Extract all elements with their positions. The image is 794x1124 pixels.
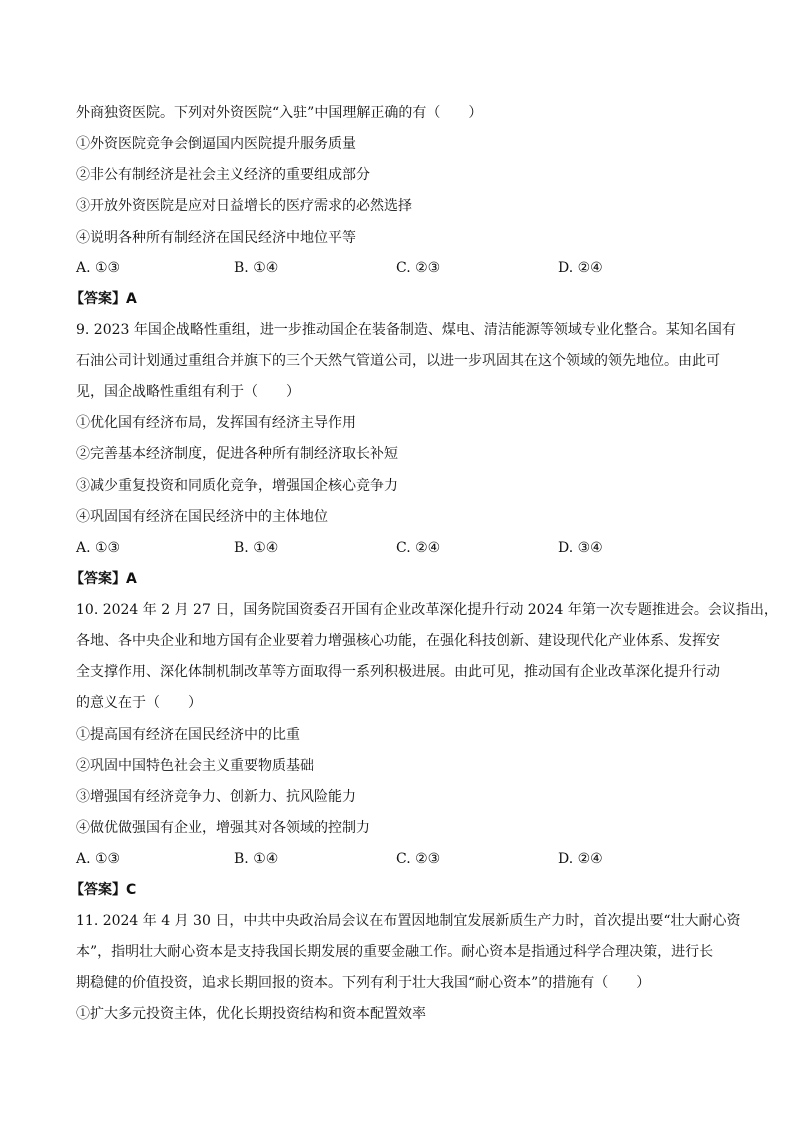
q9-stem-line-3: 见，国企战略性重组有利于（ ） <box>76 384 300 400</box>
q11-stem-line-1: 11. 2024 年 4 月 30 日，中共中央政治局会议在布置因地制宜发展新质生产力时，首次提出要“壮大耐心资 <box>76 913 741 929</box>
q9-choice-a: A. ①③ <box>76 540 121 556</box>
q10-stem-line-4: 的意义在于（ ） <box>76 695 202 711</box>
q10-option-1: ①提高国有经济在国民经济中的比重 <box>76 727 300 743</box>
q8-answer: 【答案】A <box>70 291 137 307</box>
q11-stem-line-3: 期稳健的价值投资，追求长期回报的资本。下列有利于壮大我国“耐心资本”的措施有（ ） <box>76 975 651 991</box>
q10-option-3: ③增强国有经济竞争力、创新力、抗风险能力 <box>76 789 356 805</box>
q9-choices <box>76 538 726 558</box>
q8-choice-b: B. ①④ <box>234 260 279 276</box>
q8-stem-line: 外商独资医院。下列对外资医院“入驻”中国理解正确的有（ ） <box>76 105 483 121</box>
q10-choices <box>76 849 726 869</box>
q11-option-1: ①扩大多元投资主体，优化长期投资结构和资本配置效率 <box>76 1006 426 1022</box>
q9-option-2: ②完善基本经济制度，促进各种所有制经济取长补短 <box>76 446 398 462</box>
q8-option-4: ④说明各种所有制经济在国民经济中地位平等 <box>76 230 356 246</box>
q9-stem-line-1: 9. 2023 年国企战略性重组，进一步推动国企在装备制造、煤电、清洁能源等领域专业化整合。某知名国有 <box>76 322 736 338</box>
q11-stem-line-2: 本”，指明壮大耐心资本是支持我国长期发展的重要金融工作。耐心资本是指通过科学合理决策，进行长 <box>76 944 714 960</box>
q9-choice-b: B. ①④ <box>234 540 279 556</box>
q10-answer: 【答案】C <box>70 882 137 898</box>
q8-choice-d: D. ②④ <box>558 260 603 276</box>
q10-choice-a: A. ①③ <box>76 851 121 867</box>
q8-option-3: ③开放外资医院是应对日益增长的医疗需求的必然选择 <box>76 198 412 214</box>
q8-choices <box>76 258 726 278</box>
q9-option-4: ④巩固国有经济在国民经济中的主体地位 <box>76 509 328 525</box>
q10-option-4: ④做优做强国有企业，增强其对各领域的控制力 <box>76 820 370 836</box>
q8-option-2: ②非公有制经济是社会主义经济的重要组成部分 <box>76 167 370 183</box>
q8-choice-a: A. ①③ <box>76 260 121 276</box>
q10-stem-line-2: 各地、各中央企业和地方国有企业要着力增强核心功能，在强化科技创新、建设现代化产业体系、发挥安 <box>76 633 720 649</box>
q8-choice-c: C. ②③ <box>396 260 441 276</box>
q9-choice-d: D. ③④ <box>558 540 603 556</box>
q10-option-2: ②巩固中国特色社会主义重要物质基础 <box>76 758 314 774</box>
q10-choice-c: C. ②③ <box>396 851 441 867</box>
q9-option-3: ③减少重复投资和同质化竞争，增强国企核心竞争力 <box>76 478 398 494</box>
q9-answer: 【答案】A <box>70 571 137 587</box>
q10-stem-line-3: 全支撑作用、深化体制机制改革等方面取得一系列积极进展。由此可见，推动国有企业改革深化提升行动 <box>76 664 720 680</box>
q8-option-1: ①外资医院竞争会倒逼国内医院提升服务质量 <box>76 136 356 152</box>
q9-choice-c: C. ②④ <box>396 540 441 556</box>
q9-stem-line-2: 石油公司计划通过重组合并旗下的三个天然气管道公司，以进一步巩固其在这个领域的领先地位。由此可 <box>76 353 720 369</box>
q10-choice-d: D. ②④ <box>558 851 603 867</box>
q9-option-1: ①优化国有经济布局，发挥国有经济主导作用 <box>76 415 356 431</box>
q10-choice-b: B. ①④ <box>234 851 279 867</box>
q10-stem-line-1: 10. 2024 年 2 月 27 日，国务院国资委召开国有企业改革深化提升行动 2024 年第一次专题推进会。会议指出， <box>76 602 778 618</box>
